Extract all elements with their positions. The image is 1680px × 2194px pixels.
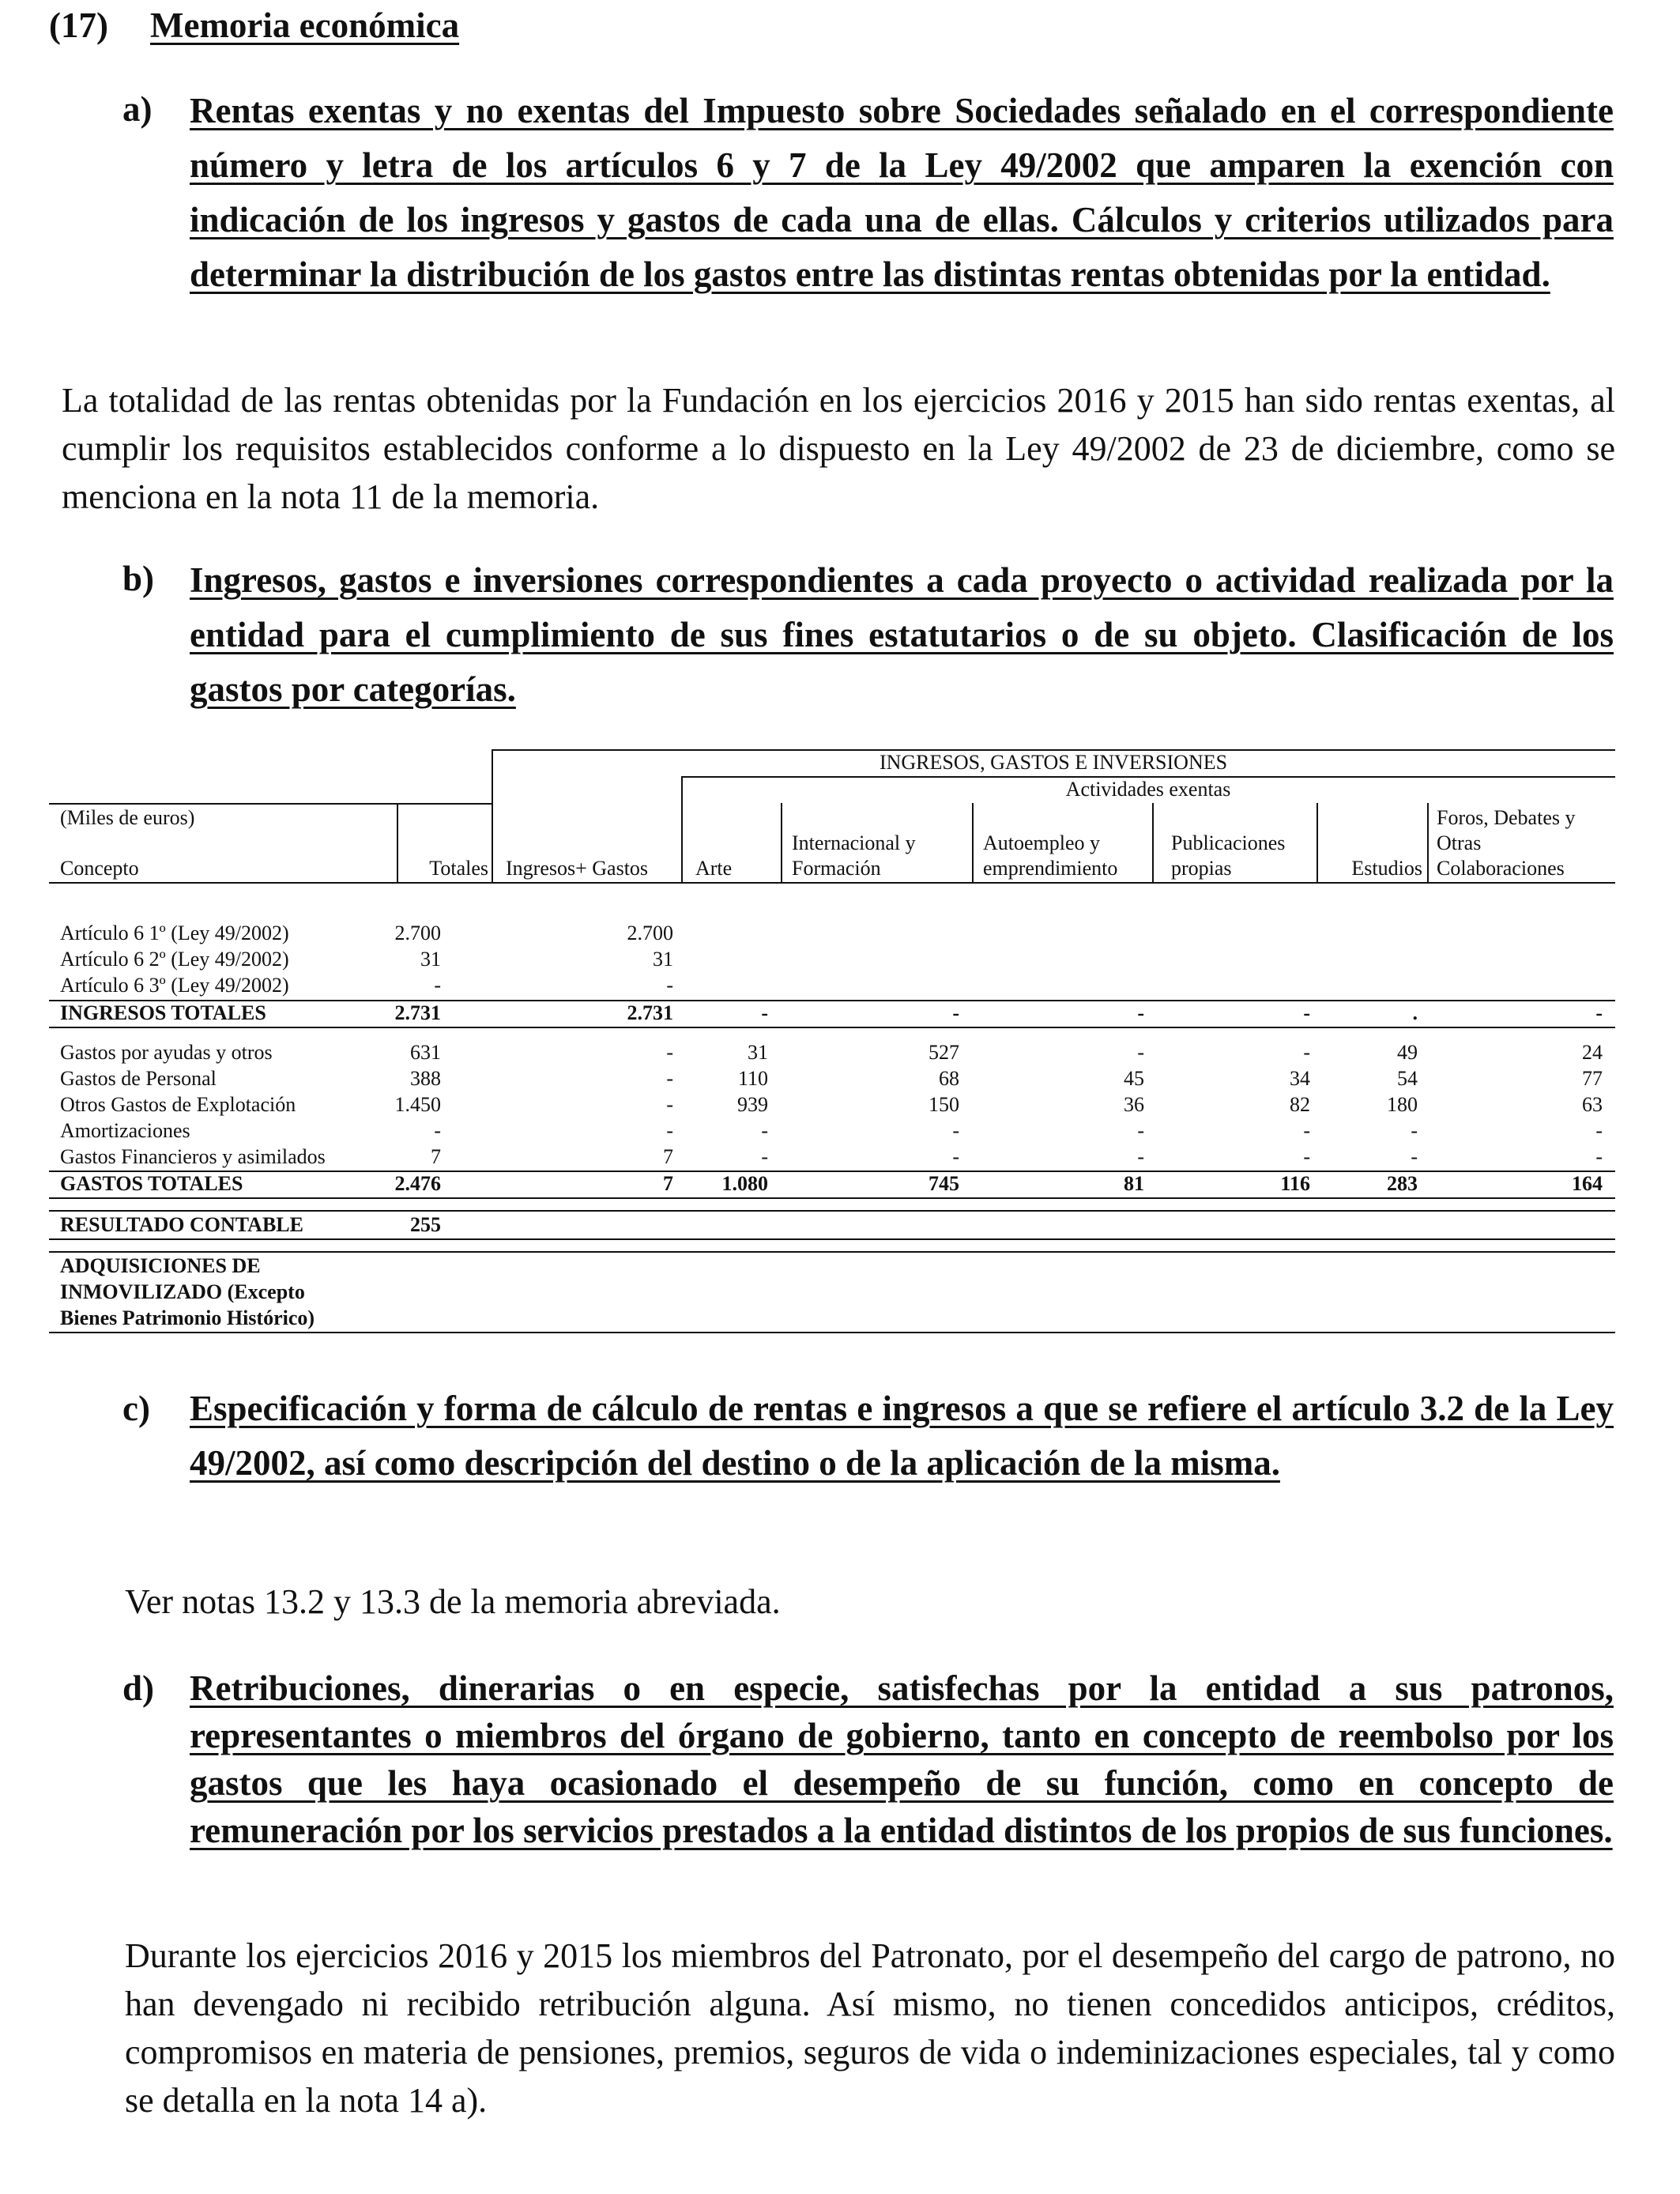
col-autoempleo-2: emprendimiento: [983, 857, 1118, 880]
cell-value: -: [1303, 1119, 1310, 1142]
cell-value: -: [434, 974, 441, 997]
cell-value: -: [1303, 1001, 1310, 1024]
cell-value: -: [761, 1119, 768, 1142]
acquisitions-label: INMOVILIZADO (Excepto: [60, 1280, 305, 1303]
cell-value: -: [1595, 1001, 1603, 1024]
cell-value: -: [1137, 1001, 1144, 1024]
cell-value: 2.476: [394, 1172, 441, 1195]
cell-value: 150: [929, 1093, 959, 1116]
group-header: Actividades exentas: [1065, 778, 1231, 801]
cell-value: 45: [1124, 1067, 1144, 1090]
table-rule: [49, 1251, 1615, 1253]
acquisitions-label: ADQUISICIONES DE: [60, 1254, 261, 1277]
cell-value: 388: [410, 1067, 441, 1090]
cell-value: -: [1411, 1119, 1418, 1142]
cell-value: 49: [1397, 1041, 1418, 1064]
col-publicaciones-2: propias: [1171, 857, 1232, 880]
cell-value: 2.731: [394, 1001, 441, 1024]
cell-value: -: [952, 1001, 959, 1024]
section-d-body: Durante los ejercicios 2016 y 2015 los miembros del Patronato, por el desempeño del cargo de patrono, no han devengado ni recibido retribución alguna. Así mismo, no tienen concedidos anticipos, créditos, compromisos en materia de pensiones, premios, seguros de vida o indeminizaciones especiales, tal y como se detalla en la nota 14 a).: [125, 1936, 1615, 2120]
cell-value: 2.700: [394, 922, 441, 944]
cell-value: -: [761, 1001, 768, 1024]
col-ingresos-gastos: Ingresos+ Gastos: [506, 857, 649, 880]
row-label: Gastos de Personal: [60, 1067, 217, 1090]
acquisitions-label: Bienes Patrimonio Histórico): [60, 1306, 315, 1329]
cell-value: 7: [663, 1145, 673, 1168]
section-c-title: Especificación y forma de cálculo de rentas e ingresos a que se refiere el artículo 3.2 de la Ley 49/2002, así como descripción del destino o de la aplicación de la misma.: [190, 1389, 1614, 1483]
col-autoempleo-1: Autoempleo y: [983, 831, 1101, 854]
cell-value: 164: [1572, 1172, 1603, 1195]
cell-value: -: [761, 1145, 768, 1168]
row-label: INGRESOS TOTALES: [60, 1001, 266, 1024]
row-label: GASTOS TOTALES: [60, 1172, 243, 1195]
cell-value: 54: [1397, 1067, 1418, 1090]
cell-value: -: [1303, 1145, 1310, 1168]
row-label: Amortizaciones: [60, 1119, 190, 1142]
cell-value: 31: [748, 1041, 768, 1064]
section-c-letter: c): [122, 1389, 150, 1428]
cell-value: 1.450: [394, 1093, 441, 1116]
col-foros-3: Colaboraciones: [1437, 857, 1565, 880]
row-label: Otros Gastos de Explotación: [60, 1093, 296, 1116]
cell-value: 631: [410, 1041, 441, 1064]
cell-value: .: [1412, 1001, 1418, 1024]
col-arte: Arte: [695, 857, 733, 880]
row-label: Gastos Financieros y asimilados: [60, 1145, 326, 1168]
section-d-letter: d): [122, 1668, 155, 1708]
cell-value: 939: [737, 1093, 768, 1116]
section-a-letter: a): [122, 89, 153, 129]
col-publicaciones-1: Publicaciones: [1171, 831, 1286, 854]
cell-value: 81: [1124, 1172, 1144, 1195]
cell-value: 31: [653, 948, 673, 971]
cell-value: 63: [1582, 1093, 1603, 1116]
cell-value: -: [1303, 1041, 1310, 1064]
cell-value: 7: [431, 1145, 441, 1168]
cell-value: -: [666, 1119, 673, 1142]
cell-value: 31: [420, 948, 441, 971]
row-label: Gastos por ayudas y otros: [60, 1041, 273, 1064]
cell-value: -: [1137, 1041, 1144, 1064]
cell-value: -: [1411, 1145, 1418, 1168]
section-d-title: Retribuciones, dinerarias o en especie, satisfechas por la entidad a sus patronos, representantes o miembros del órgano de gobierno, tanto en concepto de reembolso por los gastos que les haya ocasionado el desempeño de su función, como en concepto de remuneración por los servicios prestados a la entidad distintos de los propios de sus funciones.: [190, 1668, 1614, 1850]
col-totales: Totales: [429, 857, 488, 880]
cell-value: -: [1137, 1145, 1144, 1168]
row-label: Artículo 6 2º (Ley 49/2002): [60, 948, 289, 971]
row-label: Artículo 6 3º (Ley 49/2002): [60, 974, 289, 997]
cell-value: -: [666, 1093, 673, 1116]
cell-value: 527: [929, 1041, 959, 1064]
cell-value: -: [666, 1067, 673, 1090]
economic-table: [49, 749, 1615, 1342]
section-b-title: Ingresos, gastos e inversiones correspondientes a cada proyecto o actividad realizada por la entidad para el cumplimiento de sus fines estatutarios o de su objeto. Clasificación de los gastos por categorías.: [190, 560, 1614, 709]
cell-value: 2.700: [627, 922, 673, 944]
cell-value: -: [434, 1119, 441, 1142]
cell-value: 68: [939, 1067, 959, 1090]
cell-value: 745: [929, 1172, 959, 1195]
cell-value: 77: [1582, 1067, 1603, 1090]
cell-value: 1.080: [721, 1172, 768, 1195]
cell-value: -: [1595, 1119, 1603, 1142]
cell-value: -: [1137, 1119, 1144, 1142]
cell-value: -: [952, 1145, 959, 1168]
col-estudios: Estudios: [1351, 857, 1422, 880]
section-title: Memoria económica: [150, 6, 460, 45]
cell-value: 180: [1387, 1093, 1418, 1116]
row-label: Artículo 6 1º (Ley 49/2002): [60, 922, 289, 944]
section-c-body: Ver notas 13.2 y 13.3 de la memoria abreviada.: [125, 1582, 781, 1621]
cell-value: 283: [1387, 1172, 1418, 1195]
units-label: (Miles de euros): [60, 806, 195, 829]
cell-value: -: [666, 974, 673, 997]
col-internacional-2: Formación: [792, 857, 881, 880]
cell-value: 116: [1280, 1172, 1310, 1195]
cell-value: 82: [1290, 1093, 1310, 1116]
col-concepto: Concepto: [60, 857, 139, 880]
table-rule: [49, 1197, 1615, 1199]
table-rule: [49, 1238, 1615, 1240]
cell-value: 2.731: [627, 1001, 673, 1024]
col-foros-2: Otras: [1437, 831, 1482, 854]
cell-value: -: [1595, 1145, 1603, 1168]
table-rule: [49, 1332, 1615, 1333]
result-value: 255: [410, 1213, 441, 1236]
cell-value: 36: [1124, 1093, 1144, 1116]
cell-value: -: [666, 1041, 673, 1064]
col-internacional-1: Internacional y: [792, 831, 916, 854]
cell-value: 110: [737, 1067, 768, 1090]
section-b-letter: b): [122, 559, 155, 598]
section-number: (17): [49, 6, 108, 45]
cell-value: -: [952, 1119, 959, 1142]
cell-value: 24: [1582, 1041, 1603, 1064]
cell-value: 7: [663, 1172, 673, 1195]
super-header: INGRESOS, GASTOS E INVERSIONES: [879, 751, 1228, 774]
section-heading: [49, 5, 459, 46]
section-a-title: Rentas exentas y no exentas del Impuesto sobre Sociedades señalado en el correspondiente número y letra de los artículos 6 y 7 de la Ley 49/2002 que amparen la exención con indicación de los ingresos y gastos de cada una de ellas. Cálculos y criterios utilizados para determinar la distribución de los gastos entre las distintas rentas obtenidas por la entidad.: [190, 91, 1614, 294]
table-rule: [49, 1027, 1615, 1028]
result-label: RESULTADO CONTABLE: [60, 1213, 303, 1236]
cell-value: 34: [1290, 1067, 1310, 1090]
col-foros-1: Foros, Debates y: [1437, 806, 1576, 829]
section-a-body: La totalidad de las rentas obtenidas por la Fundación en los ejercicios 2016 y 2015 han sido rentas exentas, al cumplir los requisitos establecidos conforme a lo dispuesto en la Ley 49/2002 de 23 de diciembre, como se menciona en la nota 11 de la memoria.: [62, 381, 1615, 516]
